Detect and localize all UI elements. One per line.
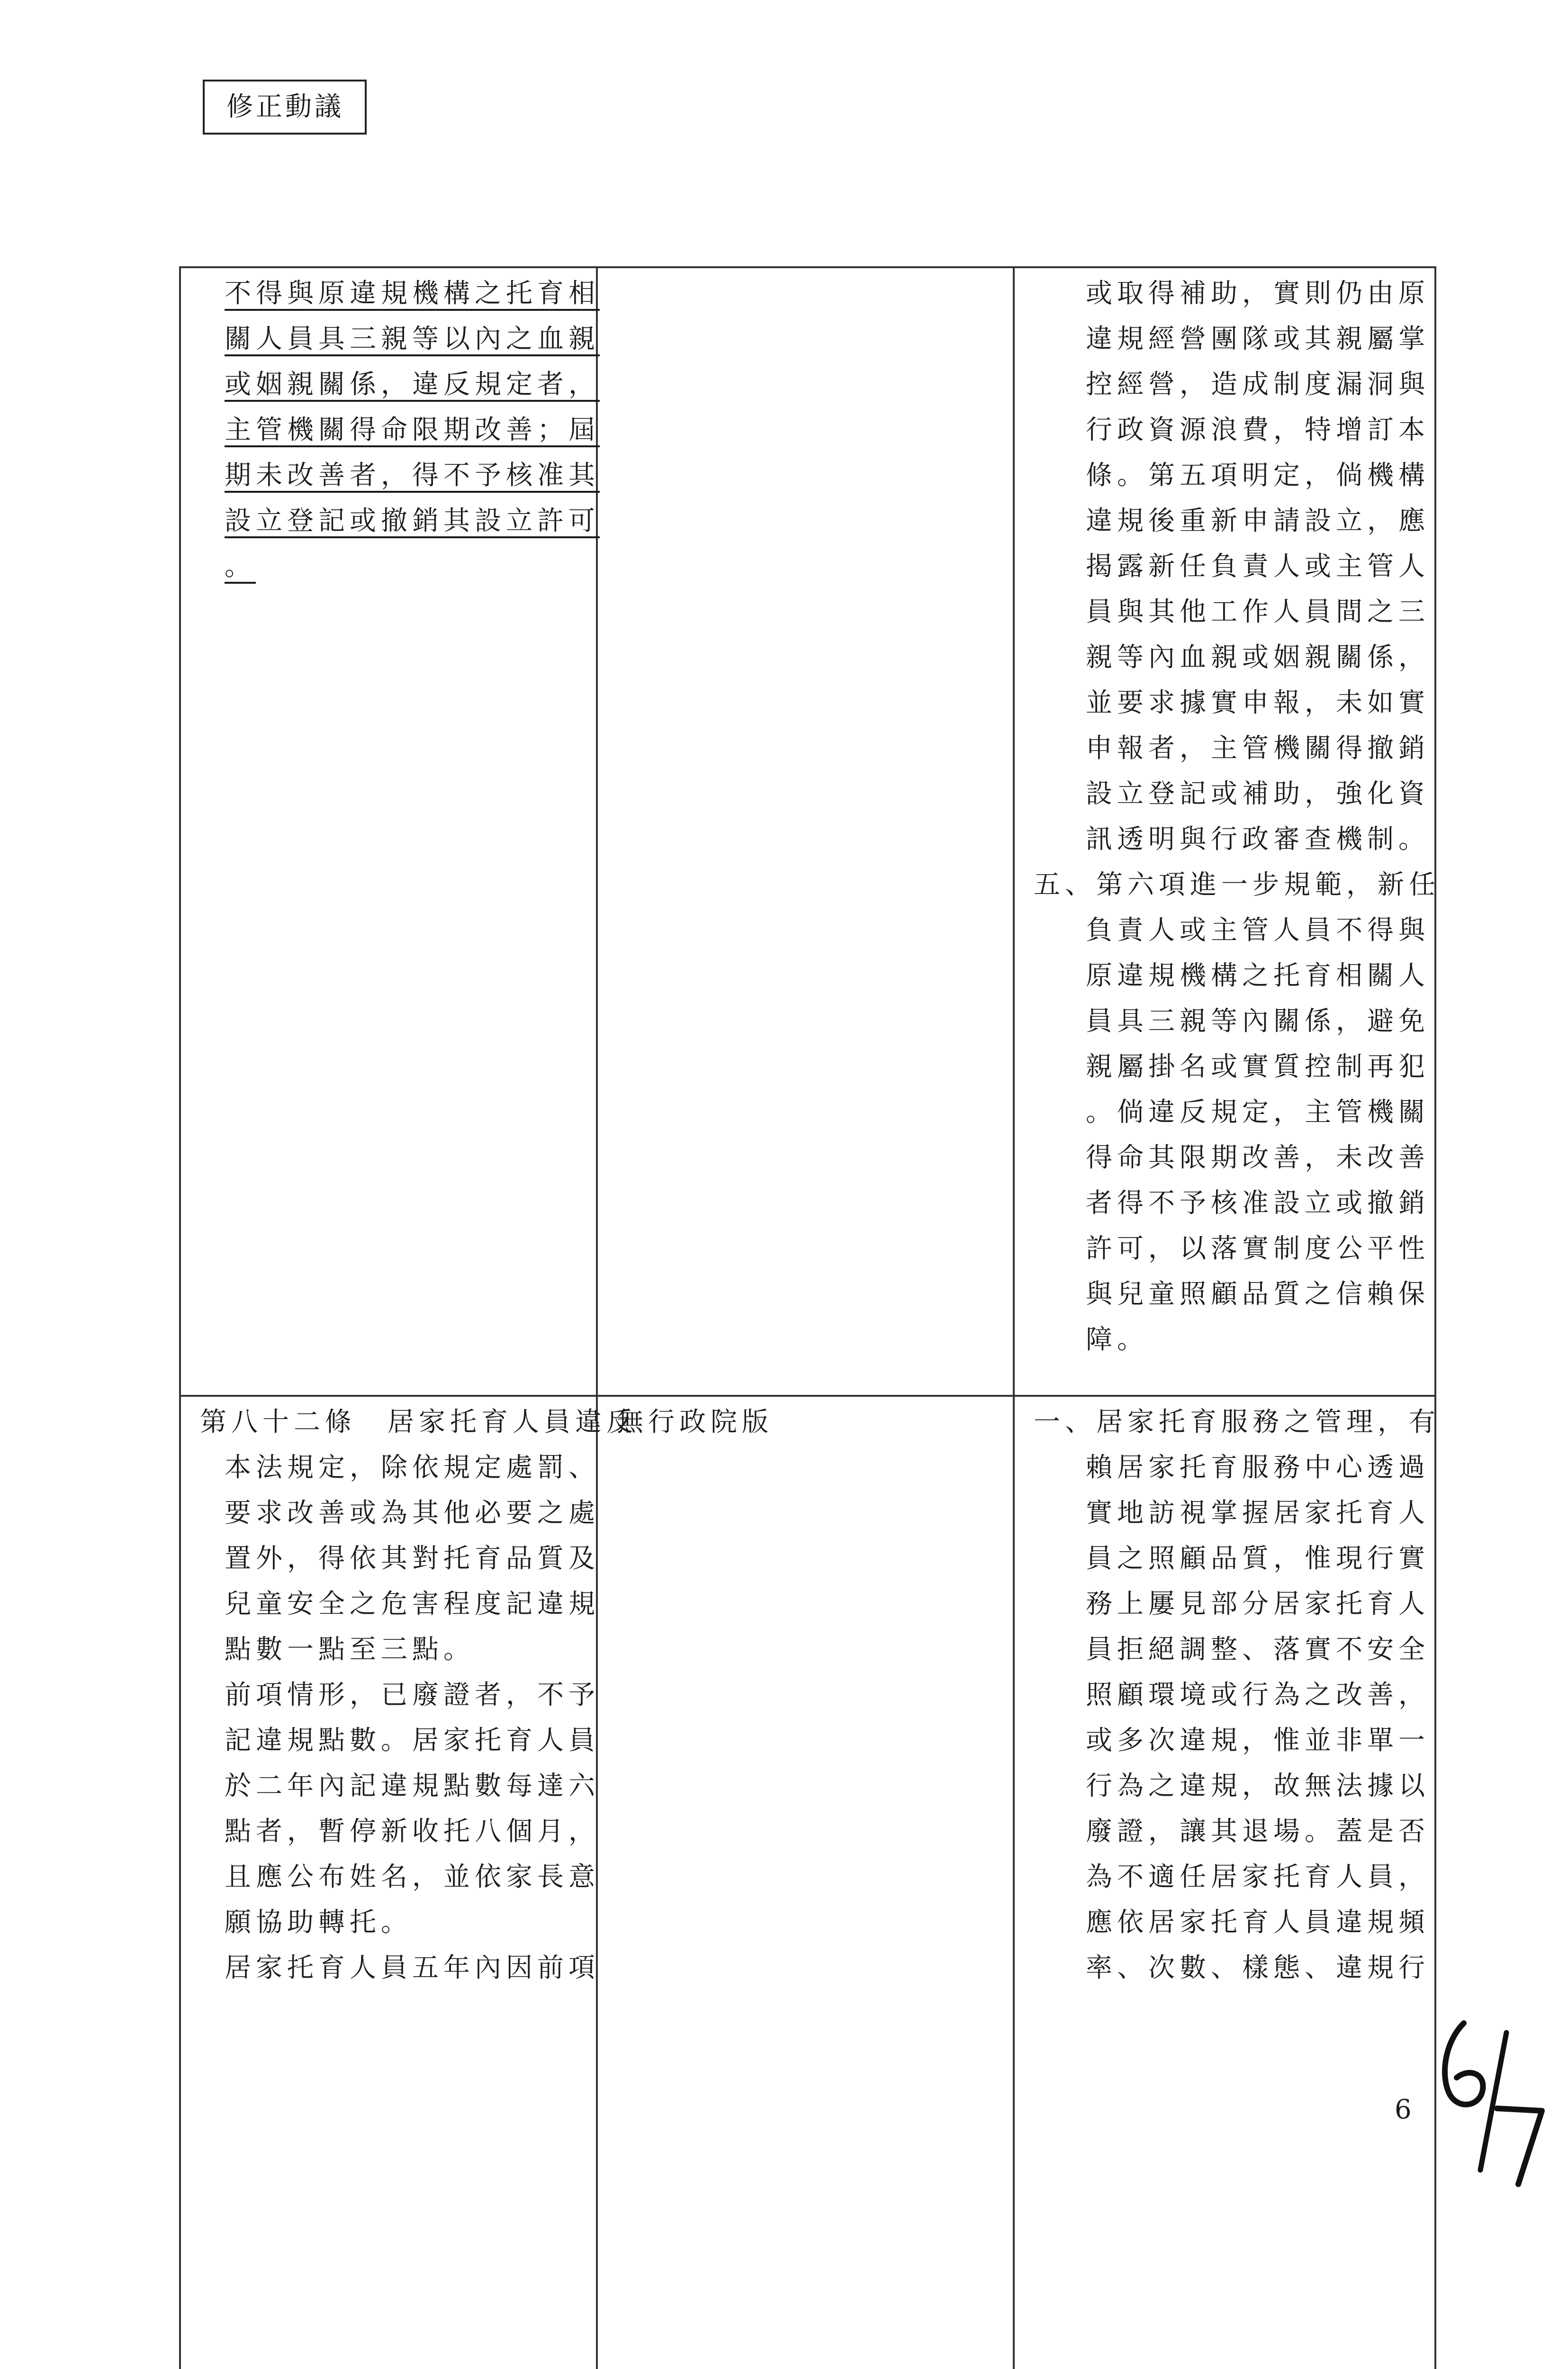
explanation-line: 申報者，主管機關得撤銷 xyxy=(1086,733,1430,764)
article-text-line: 要求改善或為其他必要之處 xyxy=(225,1498,600,1528)
explanation-line: 賴居家托育服務中心透過 xyxy=(1086,1452,1430,1483)
explanation-line: 與兒童照顧品質之信賴保 xyxy=(1086,1279,1430,1310)
explanation-line: 員具三親等內關係，避免 xyxy=(1086,1006,1430,1037)
no-executive-version-text: 無行政院版 xyxy=(617,1407,773,1438)
article-text-line: 願協助轉托。 xyxy=(225,1907,412,1938)
amended-text-line xyxy=(181,316,600,362)
explanation-line: 員拒絕調整、落實不安全 xyxy=(1086,1634,1430,1665)
row2-explanation-cell xyxy=(1014,1396,1440,2369)
explanation-line: 或多次違規，惟並非單一 xyxy=(1086,1725,1430,1756)
explanation-line: 為不適任居家托育人員， xyxy=(1086,1862,1430,1892)
explanation-line: 揭露新任負責人或主管人 xyxy=(1086,551,1430,582)
article-82-para2-head: 前項情形，已廢證者，不予 xyxy=(225,1680,600,1710)
row1-proposed-article-cell xyxy=(180,267,600,1396)
amended-text-line-text: 關人員具三親等以內之血親 xyxy=(225,324,600,354)
explanation-line: 。倘違反規定，主管機關 xyxy=(1086,1097,1430,1128)
amended-text-line xyxy=(181,498,600,544)
amended-text-line xyxy=(181,453,600,498)
explanation-line: 員之照顧品質，惟現行實 xyxy=(1086,1543,1430,1574)
amended-text-line xyxy=(181,544,596,589)
explanation-line: 許可，以落實制度公平性 xyxy=(1086,1233,1430,1264)
explanation-line: 得命其限期改善，未改善 xyxy=(1086,1142,1430,1173)
row2-proposed-article-cell xyxy=(180,1396,638,2369)
row2-executive-version-cell xyxy=(597,1396,1014,2369)
amended-text-line-text: 設立登記或撤銷其設立許可 xyxy=(225,506,600,536)
article-82-head: 第八十二條 居家托育人員違反 xyxy=(200,1407,638,1438)
explanation-line: 者得不予核准設立或撤銷 xyxy=(1086,1188,1430,1219)
amended-text-line-text: 不得與原違規機構之托育相 xyxy=(225,278,600,309)
explanation-line: 應依居家托育人員違規頻 xyxy=(1086,1907,1430,1938)
explanation-item-one-head: 一、居家托育服務之管理，有 xyxy=(1034,1407,1440,1438)
explanation-line: 照顧環境或行為之改善， xyxy=(1086,1680,1430,1710)
explanation-line: 員與其他工作人員間之三 xyxy=(1086,597,1430,627)
row1-explanation-cell xyxy=(1014,267,1440,1396)
article-text-line: 於二年內記違規點數每達六 xyxy=(225,1771,600,1801)
amended-text-line xyxy=(181,362,600,407)
explanation-line: 條。第五項明定，倘機構 xyxy=(1086,460,1430,491)
explanation-line: 親屬掛名或實質控制再犯 xyxy=(1086,1051,1430,1082)
comparison-table xyxy=(179,266,1440,2369)
explanation-line: 行為之違規，故無法據以 xyxy=(1086,1771,1430,1801)
article-text-line: 且應公布姓名，並依家長意 xyxy=(225,1862,600,1892)
explanation-line: 或取得補助，實則仍由原 xyxy=(1086,278,1430,309)
row1-executive-version-cell xyxy=(597,267,1014,1396)
explanation-line: 實地訪視掌握居家托育人 xyxy=(1086,1498,1430,1528)
explanation-line: 並要求據實申報，未如實 xyxy=(1086,687,1430,718)
amended-text-line-text: 期未改善者，得不予核准其 xyxy=(225,460,600,491)
article-text-line: 點數一點至三點。 xyxy=(225,1634,475,1665)
handwritten-page-mark-icon xyxy=(1435,2014,1549,2194)
amendment-motion-tag: 修正動議 xyxy=(203,80,367,135)
amended-text-line-text: 主管機關得命限期改善；屆 xyxy=(225,415,600,445)
explanation-line: 控經營，造成制度漏洞與 xyxy=(1086,369,1430,400)
amended-text-line-text: 。 xyxy=(225,551,256,582)
explanation-line: 障。 xyxy=(1086,1324,1148,1355)
explanation-line: 行政資源浪費，特增訂本 xyxy=(1086,415,1430,445)
article-82-para3-head: 居家托育人員五年內因前項 xyxy=(225,1953,600,1983)
table-row xyxy=(180,267,1435,1396)
explanation-line: 訊透明與行政審查機制。 xyxy=(1086,824,1430,855)
page-number: 6 xyxy=(1395,2094,1412,2125)
explanation-line: 違規後重新申請設立，應 xyxy=(1086,506,1430,536)
explanation-line: 原違規機構之托育相關人 xyxy=(1086,960,1430,991)
article-text-line: 記違規點數。居家托育人員 xyxy=(225,1725,600,1756)
article-text-line: 兒童安全之危害程度記違規 xyxy=(225,1589,600,1619)
explanation-item-five-head: 五、第六項進一步規範，新任 xyxy=(1034,869,1440,900)
explanation-line: 親等內血親或姻親關係， xyxy=(1086,642,1430,673)
explanation-line: 違規經營團隊或其親屬掌 xyxy=(1086,324,1430,354)
amended-text-line xyxy=(181,271,600,316)
explanation-line: 務上屢見部分居家托育人 xyxy=(1086,1589,1430,1619)
article-text-line: 本法規定，除依規定處罰、 xyxy=(225,1452,600,1483)
table-row xyxy=(180,1396,1435,2369)
explanation-line: 負責人或主管人員不得與 xyxy=(1086,915,1430,946)
article-text-line: 點者，暫停新收托八個月， xyxy=(225,1816,600,1847)
amended-text-line xyxy=(181,407,600,453)
explanation-line: 廢證，讓其退場。蓋是否 xyxy=(1086,1816,1430,1847)
explanation-line: 設立登記或補助，強化資 xyxy=(1086,778,1430,809)
explanation-line: 率、次數、樣態、違規行 xyxy=(1086,1953,1430,1983)
article-text-line: 置外，得依其對托育品質及 xyxy=(225,1543,600,1574)
amended-text-line-text: 或姻親關係，違反規定者， xyxy=(225,369,600,400)
